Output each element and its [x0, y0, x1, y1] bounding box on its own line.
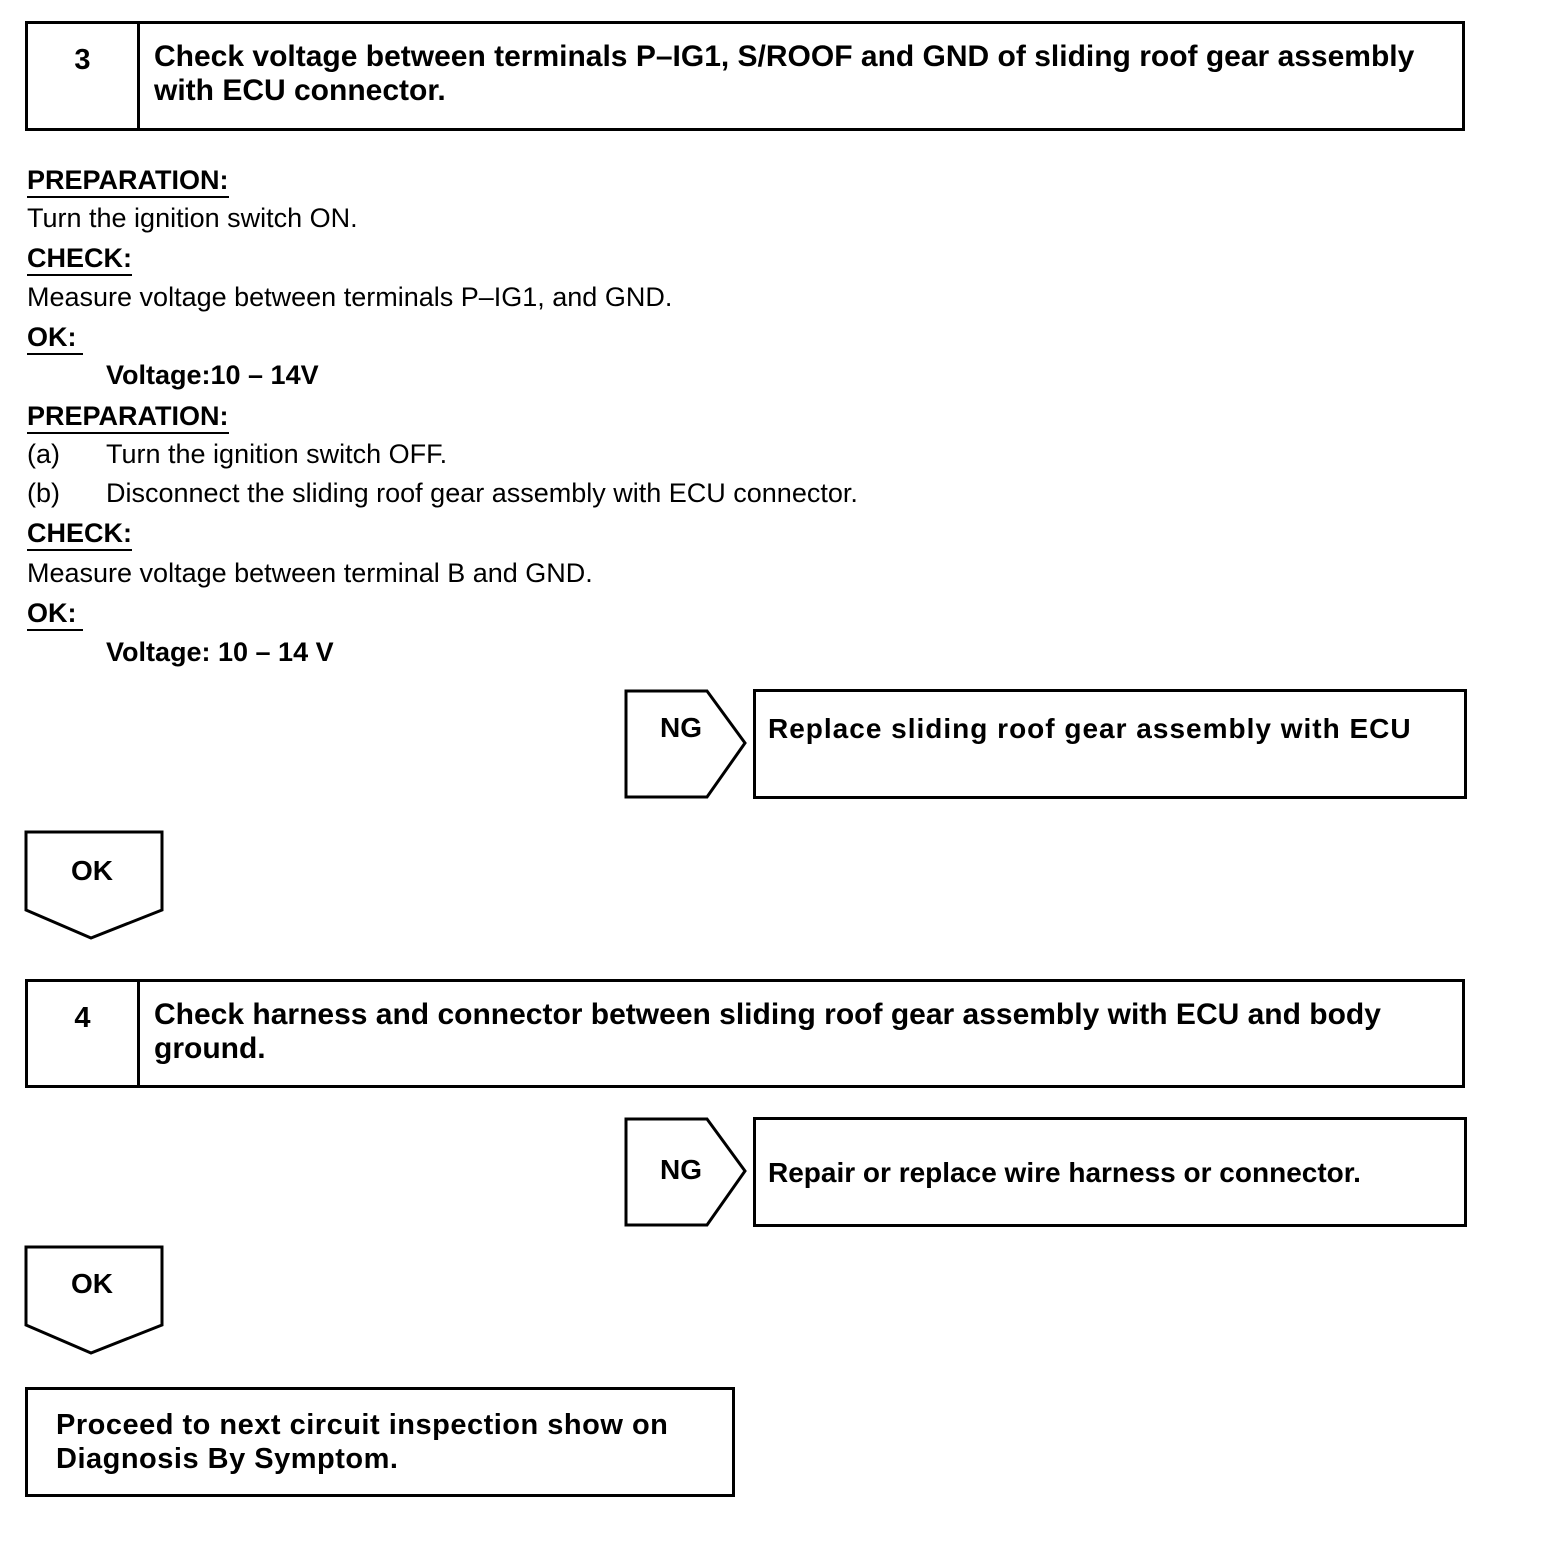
step-letter: (a)	[27, 439, 60, 469]
ok-value: Voltage: 10 – 14 V	[106, 637, 334, 667]
step-text: Disconnect the sliding roof gear assembly with ECU connector.	[106, 478, 858, 508]
preparation-label: PREPARATION:	[27, 165, 229, 198]
check-label: CHECK:	[27, 243, 132, 276]
ng-result-text: Repair or replace wire harness or connector.	[768, 1157, 1361, 1188]
preparation-label: PREPARATION:	[27, 401, 229, 434]
check-label: CHECK:	[27, 518, 132, 551]
step-text: Turn the ignition switch OFF.	[106, 439, 448, 469]
ok-label: OK	[71, 855, 113, 886]
step-4-box	[25, 979, 1465, 1088]
ok-value: Voltage:10 – 14V	[106, 360, 319, 390]
step-letter: (b)	[27, 478, 60, 508]
step-title: Check harness and connector between sliding roof gear assembly with ECU and body ground.	[154, 998, 1381, 1065]
ok-arrow-shape	[24, 1245, 166, 1357]
ok-label: OK:	[27, 598, 83, 631]
ng-label: NG	[660, 1154, 702, 1185]
ng-arrow-shape	[624, 689, 750, 801]
step-number: 3	[28, 24, 140, 128]
ng-result-box	[753, 689, 1467, 799]
ng-result-text: Replace sliding roof gear assembly with ECU	[768, 713, 1412, 744]
check-text: Measure voltage between terminal B and GND.	[27, 558, 593, 588]
final-box	[25, 1387, 735, 1497]
step-number: 4	[28, 982, 140, 1085]
final-text: Proceed to next circuit inspection show on Diagnosis By Symptom.	[56, 1409, 669, 1475]
ng-result-box	[753, 1117, 1467, 1227]
check-text: Measure voltage between terminals P–IG1, and GND.	[27, 282, 673, 312]
ok-label: OK	[71, 1268, 113, 1299]
ng-label: NG	[660, 712, 702, 743]
preparation-text: Turn the ignition switch ON.	[27, 203, 358, 233]
step-title: Check voltage between terminals P–IG1, S/ROOF and GND of sliding roof gear assembly with ECU connector.	[154, 40, 1415, 107]
ok-label: OK:	[27, 322, 83, 355]
step-3-box	[25, 21, 1465, 131]
